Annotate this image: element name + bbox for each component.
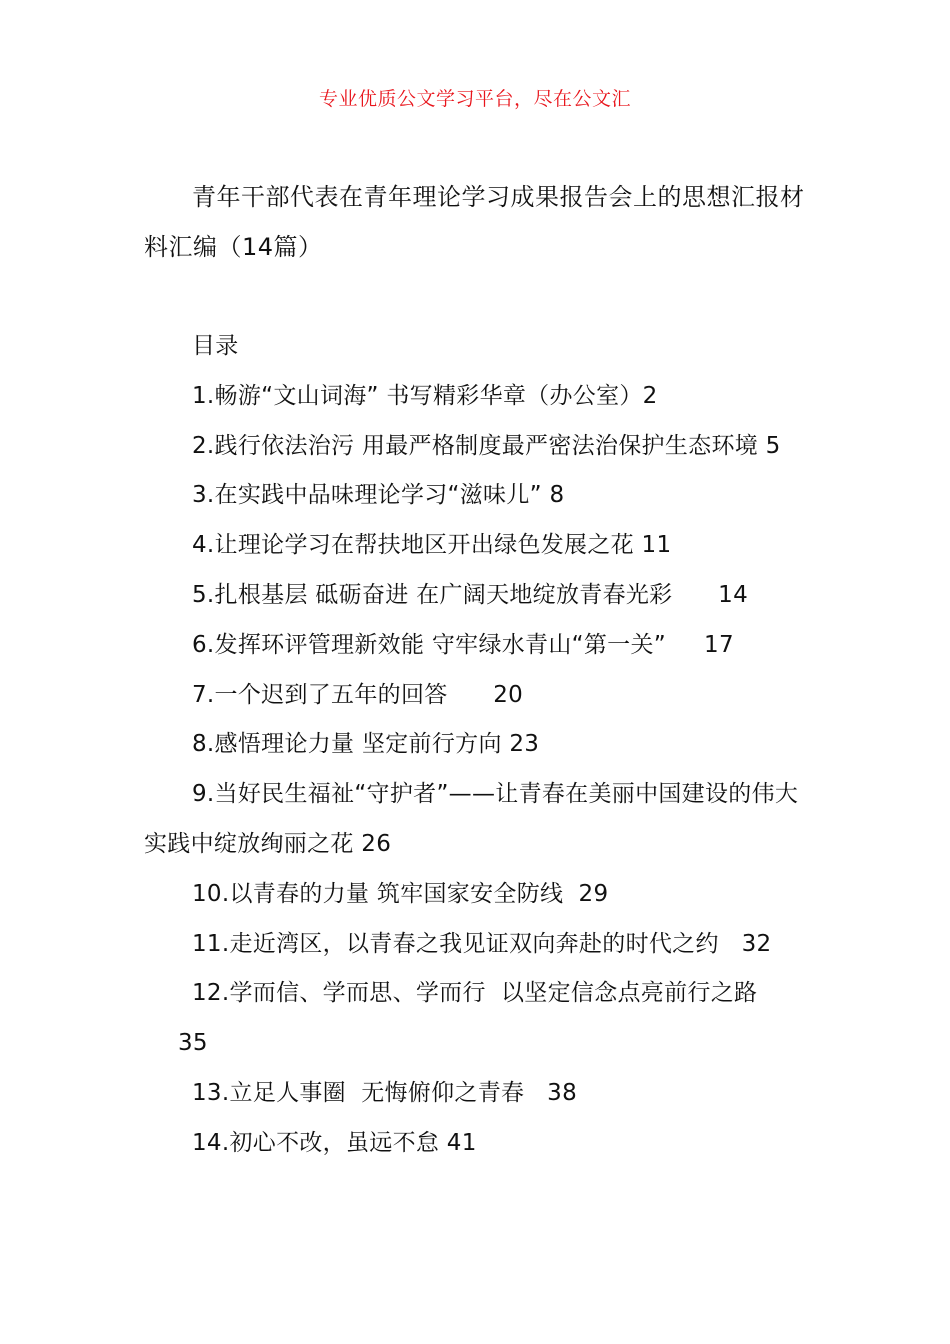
toc-item-10: 10.以青春的力量 筑牢国家安全防线 29 [192,880,609,907]
toc-item-7: 7.一个迟到了五年的回答 20 [192,681,524,708]
toc-item-11: 11.走近湾区，以青春之我见证双向奔赴的时代之约 32 [192,930,772,957]
toc-heading: 目录 [192,333,239,359]
toc-item-8: 8.感悟理论力量 坚定前行方向 23 [192,731,540,758]
toc-item-9: 9.当好民生福祉“守护者”——让青春在美丽中国建设的伟大实践中绽放绚丽之花 26 [144,781,799,857]
header-banner: 专业优质公文学习平台，尽在公文汇 [318,88,631,110]
toc-item-13: 13.立足人事圈 无悔俯仰之青春 38 [192,1079,577,1106]
table-of-contents [144,322,814,1169]
toc-item-12: 12.学而信、学而思、学而行 以坚定信念点亮前行之路 [192,980,758,1007]
toc-item-3: 3.在实践中品味理论学习“滋味儿” 8 [192,482,565,509]
toc-item-5: 5.扎根基层 砥砺奋进 在广阔天地绽放青春光彩 14 [192,581,748,608]
toc-item-2: 2.践行依法治污 用最严格制度最严密法治保护生态环境 5 [192,432,781,459]
document-title: 青年干部代表在青年理论学习成果报告会上的思想汇报材料汇编（14篇） [144,183,805,261]
toc-item-1: 1.畅游“文山词海” 书写精彩华章（办公室）2 [192,382,658,409]
toc-item-6: 6.发挥环评管理新效能 守牢绿水青山“第一关” 17 [192,631,734,658]
toc-item-14: 14.初心不改，虽远不怠 41 [192,1129,477,1156]
toc-item-4: 4.让理论学习在帮扶地区开出绿色发展之花 11 [192,532,672,559]
toc-item-12-page: 35 [178,1030,208,1057]
